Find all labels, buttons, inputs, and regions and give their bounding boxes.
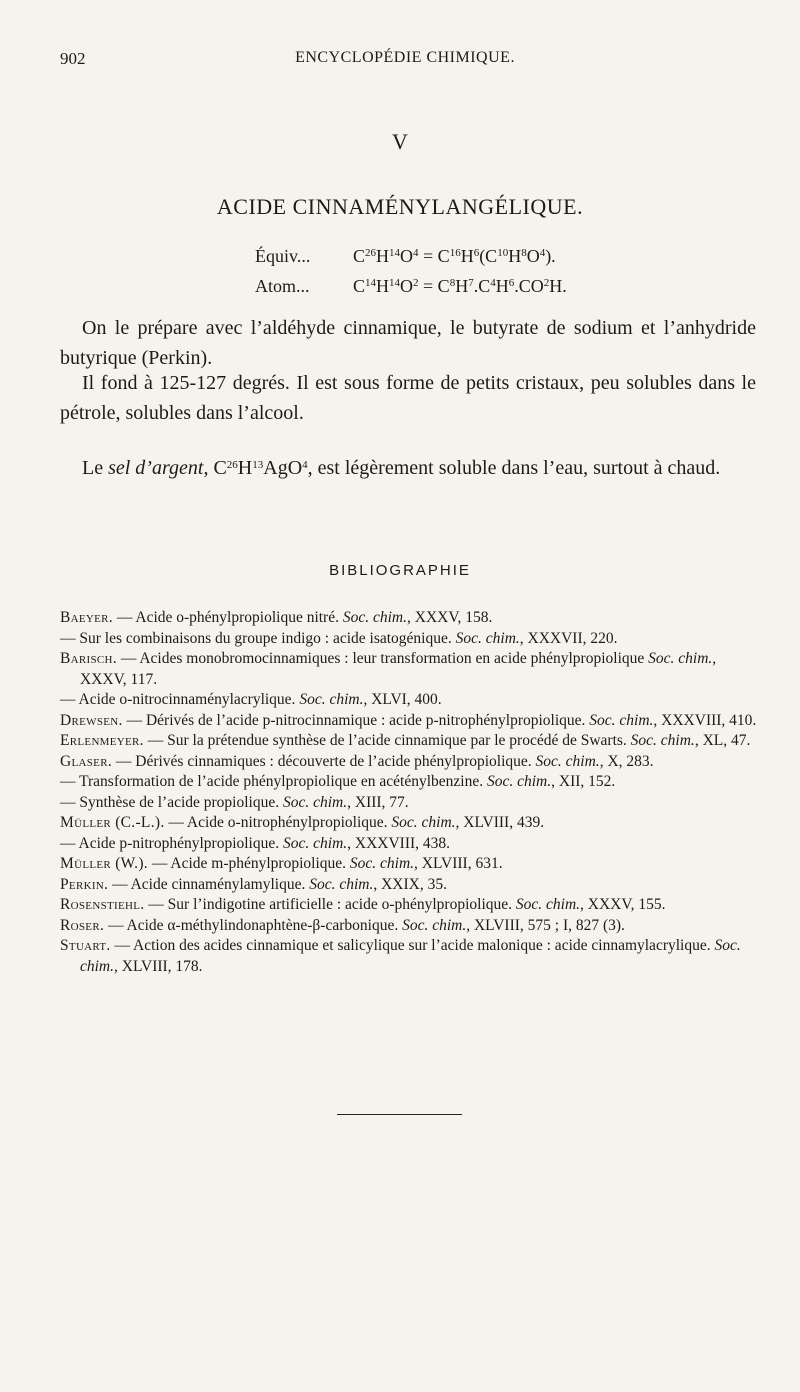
bibliography-entry	[60, 731, 760, 752]
entry-author: Erlenmeyer.	[60, 732, 144, 749]
entry-title: — Action des acides cinnamique et salicylique sur l’acide malonique : acide cinnamylacrylique.	[110, 937, 715, 954]
entry-title: — Acide m-phénylpropiolique.	[147, 855, 350, 872]
bibliography-entry	[60, 793, 760, 814]
formula-block	[255, 240, 567, 300]
bibliography-entry	[60, 936, 760, 977]
entry-author: Glaser.	[60, 752, 113, 770]
entry-reference: , XXXV, 158.	[407, 609, 493, 626]
entry-reference: , XXXVIII, 438.	[347, 834, 451, 852]
entry-reference: , XLVIII, 575 ; I, 827 (3).	[466, 916, 625, 934]
entry-author: Drewsen.	[60, 711, 123, 729]
entry-title: — Synthèse de l’acide propiolique.	[60, 793, 283, 811]
entry-journal: Soc. chim.	[342, 609, 407, 626]
entry-reference: , XIII, 77.	[347, 793, 409, 811]
entry-title: — Sur les combinaisons du groupe indigo : acide isatogénique.	[60, 629, 456, 647]
entry-reference: , XXXV, 155.	[580, 896, 666, 913]
entry-journal: Soc. chim.	[80, 937, 741, 975]
entry-title: — Sur l’indigotine artificielle : acide o-phénylpropiolique.	[144, 896, 516, 913]
entry-journal: Soc. chim.	[630, 732, 695, 749]
entry-title: — Acide α-méthylindonaphtène-β-carbonique.	[104, 916, 403, 934]
section-title: ACIDE CINNAMÉNYLANGÉLIQUE.	[216, 194, 584, 219]
entry-title: — Acide o-nitrophénylpropiolique.	[164, 814, 392, 831]
entry-reference: , XXXVIII, 410.	[653, 711, 757, 729]
page-header	[60, 49, 750, 73]
entry-journal: Soc. chim.	[309, 875, 374, 893]
entry-author: Roser.	[60, 916, 105, 934]
entry-reference: , XXXV, 117.	[80, 650, 717, 688]
entry-reference: , XLVIII, 439.	[455, 814, 545, 831]
properties-paragraph: Il fond à 125-127 degrés. Il est sous forme de petits cristaux, peu solubles dans le pétrole, solubles dans l’alcool.	[60, 372, 756, 424]
bibliography-list	[60, 608, 760, 977]
entry-title: — Acide cinnaménylamylique.	[108, 875, 310, 893]
salt-name: sel d’argent	[108, 457, 204, 479]
entry-title: — Sur la prétendue synthèse de l’acide cinnamique par le procédé de Swarts.	[143, 732, 631, 749]
entry-journal: Soc. chim.	[535, 752, 600, 770]
entry-reference: , XXXVII, 220.	[519, 629, 618, 647]
entry-title: — Acides monobromocinnamiques : leur transformation en acide phénylpropiolique	[116, 650, 649, 667]
entry-journal: Soc. chim.	[455, 629, 520, 647]
entry-journal: Soc. chim.	[349, 855, 415, 872]
entry-reference: , XII, 152.	[551, 773, 616, 790]
entry-author: Müller (C.-L.).	[60, 814, 165, 831]
salt-lead: Le	[82, 457, 109, 479]
entry-journal: Soc. chim.	[515, 896, 581, 913]
equiv-label: Équiv...	[255, 246, 311, 266]
entry-reference: , XLVI, 400.	[363, 691, 442, 708]
end-rule	[337, 1114, 462, 1115]
silver-salt-paragraph: Le sel d’argent, $C^{26}H^{13}AgO^4$, est légèrement soluble dans l’eau, surtout à chaud.	[82, 457, 721, 479]
bibliography-heading: BIBLIOGRAPHIE	[329, 562, 471, 579]
entry-journal: Soc. chim.	[391, 814, 456, 831]
bibliography-entry	[60, 895, 760, 916]
running-title: ENCYCLOPÉDIE CHIMIQUE.	[295, 49, 515, 66]
entry-title: — Transformation de l’acide phénylpropiolique en acéténylbenzine.	[60, 773, 487, 790]
entry-title: — Acide o-phénylpropiolique nitré.	[112, 609, 343, 626]
entry-author: Rosenstiehl.	[60, 896, 145, 913]
atom-formula: Atom... $C^{14}H^{14}O^2 = C^8H^7.C^4H^6.CO^2H$.	[255, 270, 567, 300]
bibliography-entry	[60, 834, 760, 855]
entry-journal: Soc. chim.	[589, 711, 654, 729]
bibliography-entry	[60, 629, 760, 650]
entry-author: Perkin.	[60, 875, 109, 893]
entry-title: — Acide p-nitrophénylpropiolique.	[60, 834, 283, 852]
salt-tail: , est légèrement soluble dans l’eau, surtout à chaud.	[307, 457, 721, 479]
entry-reference: , XLVIII, 631.	[414, 855, 503, 872]
bibliography-entry	[60, 875, 760, 896]
bibliography-entry	[60, 608, 760, 629]
entry-reference: , X, 283.	[599, 752, 654, 770]
entry-journal: Soc. chim.	[486, 773, 552, 790]
entry-author: Stuart.	[60, 937, 111, 954]
bibliography-entry	[60, 813, 760, 834]
bibliography-entry	[60, 752, 760, 773]
entry-title: — Dérivés cinnamiques : découverte de l’acide phénylpropiolique.	[112, 752, 536, 770]
entry-journal: Soc. chim.	[402, 916, 467, 934]
bibliography-entry	[60, 772, 760, 793]
bibliography-entry	[60, 690, 760, 711]
entry-author: Müller (W.).	[60, 855, 148, 872]
entry-title: — Acide o-nitrocinnaménylacrylique.	[60, 691, 300, 708]
entry-reference: , XLVIII, 178.	[114, 957, 203, 975]
entry-reference: , XL, 47.	[694, 732, 751, 749]
entry-journal: Soc. chim.	[648, 650, 713, 667]
bibliography-entry	[60, 649, 760, 690]
preparation-paragraph: On le prépare avec l’aldéhyde cinnamique, le butyrate de sodium et l’anhydride butyrique (Perkin).	[60, 317, 756, 369]
entry-author: Baeyer.	[60, 609, 113, 626]
entry-title: — Dérivés de l’acide p-nitrocinnamique : acide p-nitrophénylpropiolique.	[122, 711, 590, 729]
bibliography-entry	[60, 916, 760, 937]
entry-journal: Soc. chim.	[299, 691, 364, 708]
entry-author: Barisch.	[60, 650, 117, 667]
bibliography-entry	[60, 854, 760, 875]
entry-journal: Soc. chim.	[282, 793, 348, 811]
equiv-formula: Équiv... $C^{26}H^{14}O^4 = C^{16}H^6(C^{10}H^8O^4)$.	[255, 240, 567, 270]
bibliography-entry	[60, 711, 760, 732]
page-number: 902	[60, 49, 86, 68]
entry-reference: , XXIX, 35.	[373, 875, 447, 893]
atom-label: Atom...	[255, 276, 310, 296]
section-number: V	[392, 129, 408, 154]
entry-journal: Soc. chim.	[283, 834, 348, 852]
